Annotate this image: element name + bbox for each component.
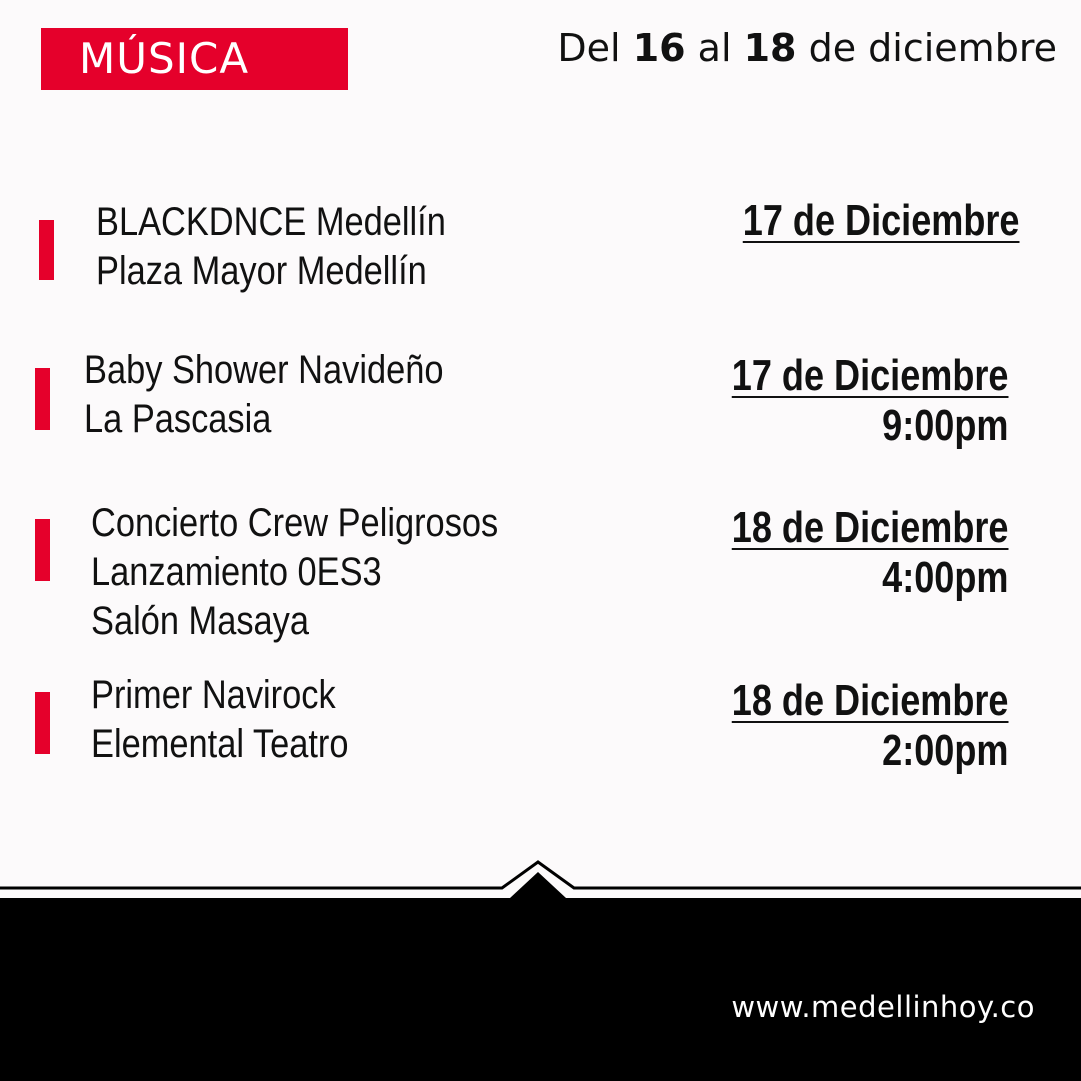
event-title: Concierto Crew Peligrosos <box>91 501 499 545</box>
event-venue: Plaza Mayor Medellín <box>96 249 427 293</box>
event-venue: Elemental Teatro <box>91 722 349 766</box>
event-title: Primer Navirock <box>91 673 336 717</box>
event-time: 9:00pm <box>881 401 1008 450</box>
event-subtitle: Lanzamiento 0ES3 <box>91 550 382 594</box>
event-details <box>84 346 444 444</box>
event-date: 18 de Diciembre <box>731 503 1008 552</box>
footer-divider <box>0 850 1081 910</box>
event-venue: La Pascasia <box>84 397 272 441</box>
range-mid: al <box>697 26 732 70</box>
range-end: 18 <box>743 26 797 70</box>
category-badge <box>41 28 348 90</box>
date-range <box>557 26 1057 70</box>
event-marker <box>35 519 50 581</box>
event-date: 18 de Diciembre <box>731 676 1008 725</box>
event-when <box>742 196 1019 246</box>
range-suffix: de diciembre <box>808 26 1057 70</box>
range-start: 16 <box>632 26 686 70</box>
event-marker <box>39 220 54 280</box>
event-title: BLACKDNCE Medellín <box>96 200 446 244</box>
category-label: MÚSICA <box>79 34 250 83</box>
event-date: 17 de Diciembre <box>742 196 1019 245</box>
event-time: 2:00pm <box>881 726 1008 775</box>
event-date: 17 de Diciembre <box>731 351 1008 400</box>
event-when <box>731 351 1008 451</box>
event-details <box>96 198 446 296</box>
range-prefix: Del <box>557 26 621 70</box>
event-venue: Salón Masaya <box>91 599 309 643</box>
event-when <box>731 676 1008 776</box>
event-details <box>91 499 498 646</box>
event-marker <box>35 368 50 430</box>
event-details <box>91 671 349 769</box>
event-marker <box>35 692 50 754</box>
website-link[interactable]: www.medellinhoy.co <box>731 990 1035 1024</box>
event-when <box>731 503 1008 603</box>
event-title: Baby Shower Navideño <box>84 348 444 392</box>
event-time: 4:00pm <box>881 553 1008 602</box>
